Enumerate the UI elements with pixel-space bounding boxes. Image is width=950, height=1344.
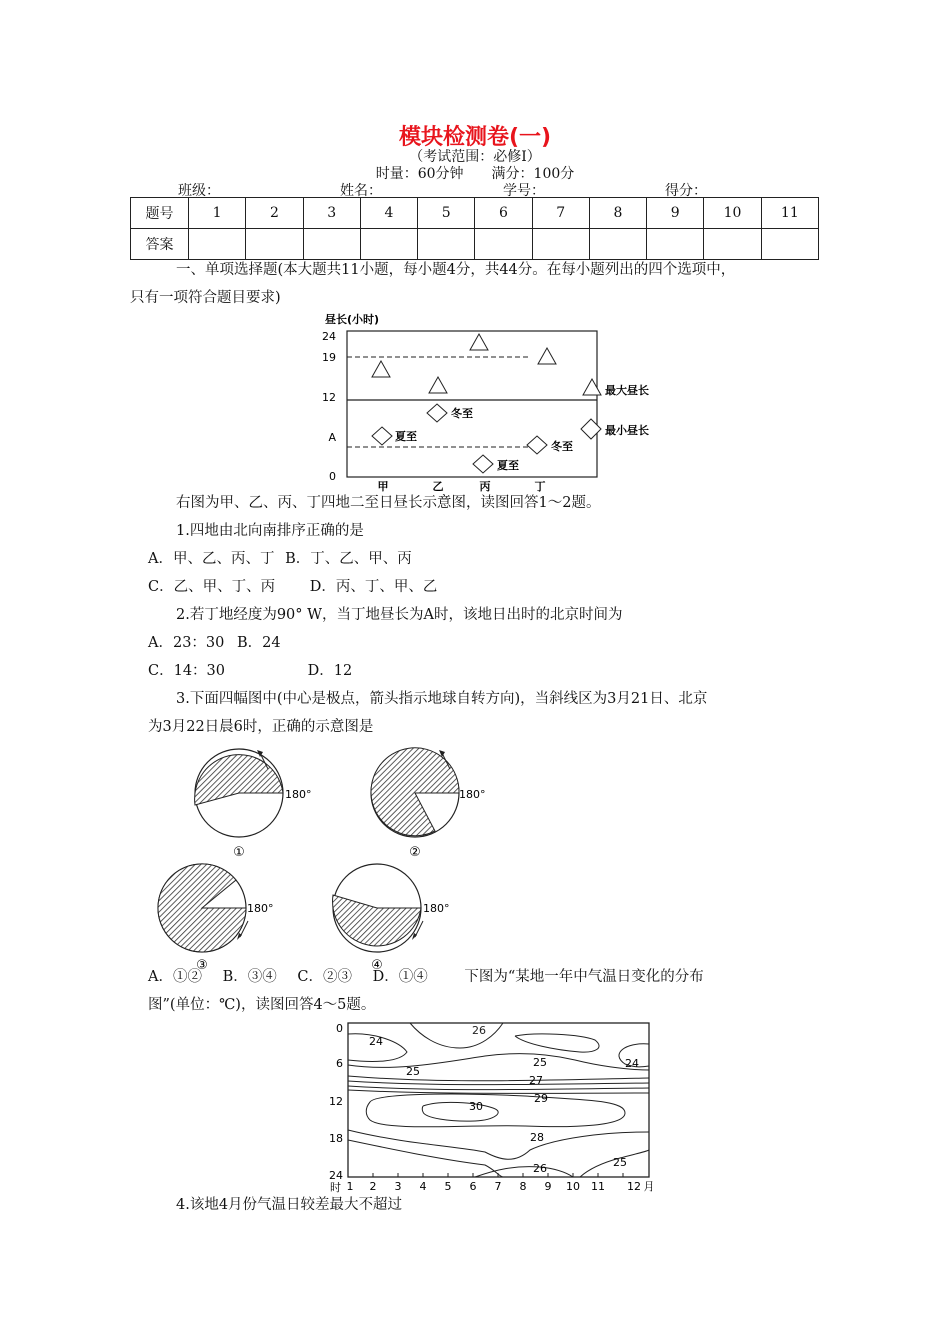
fig1-ytick: 12 [322, 391, 336, 404]
time-score-line: 时量：60分钟 满分：100分 [375, 166, 575, 182]
place-yi: 乙 [432, 480, 444, 492]
min-daylength-ding [527, 436, 547, 454]
q2-option-c[interactable]: C．14：30 [148, 663, 225, 679]
answer-cell[interactable] [418, 229, 475, 260]
y-tick: 18 [329, 1132, 343, 1145]
x-tick: 7 [494, 1180, 502, 1193]
contour-label: 24 [625, 1057, 639, 1070]
x-tick: 8 [519, 1180, 527, 1193]
name-label: 姓名： [340, 183, 382, 199]
q3-option-c[interactable]: C．②③ [297, 969, 352, 985]
temperature-isotherm-chart [325, 1020, 665, 1198]
polar-label-1: ① [233, 845, 245, 860]
answer-cell[interactable] [704, 229, 761, 260]
q-num-cell: 8 [589, 198, 646, 229]
q-num-cell: 3 [303, 198, 360, 229]
q-num-cell: 7 [532, 198, 589, 229]
answer-cell[interactable] [189, 229, 246, 260]
summer-solstice-label: 夏至 [395, 430, 417, 443]
contour-label: 25 [533, 1056, 547, 1069]
q-num-cell: 11 [761, 198, 818, 229]
section-1-instructions [130, 256, 820, 312]
legend-min-label: 最小昼长 [605, 424, 649, 437]
min-daylength-bing [473, 455, 493, 473]
q3-option-b[interactable]: B．③④ [222, 969, 277, 985]
q-num-cell: 2 [246, 198, 303, 229]
fig1-frame [347, 331, 597, 477]
fig2-frame [348, 1023, 649, 1177]
y-tick: 6 [336, 1057, 343, 1070]
q-num-cell: 4 [360, 198, 417, 229]
section-1-line-1: 一、单项选择题(本大题共11小题，每小题4分，共44分。在每小题列出的四个选项中， [176, 262, 736, 278]
polar-diagrams [150, 745, 510, 970]
question-number-label: 题号 [131, 198, 189, 229]
contour-label: 29 [534, 1092, 548, 1105]
contour-label: 25 [613, 1156, 627, 1169]
q-num-cell: 5 [418, 198, 475, 229]
x-tick: 11 [591, 1180, 605, 1193]
q3-option-a[interactable]: A．①② [148, 969, 202, 985]
section-1-line-2: 只有一项符合题目要求) [130, 290, 281, 306]
question-3-line-2: 为3月22日晨6时，正确的示意图是 [148, 719, 374, 735]
contour-label: 26 [533, 1162, 547, 1175]
page-title: 模块检测卷(一) [398, 125, 552, 150]
student-id-label: 学号： [503, 183, 545, 199]
q2-option-d[interactable]: D．12 [307, 663, 353, 679]
isotherms [348, 1023, 649, 1177]
contour-label: 24 [369, 1035, 383, 1048]
polar-diagram-2[interactable] [371, 748, 486, 860]
answer-cell[interactable] [761, 229, 818, 260]
score-label: 得分： [665, 183, 707, 199]
fig1-ytick: 19 [322, 351, 336, 364]
polar-180-label: 180° [247, 902, 274, 915]
q1-option-d[interactable]: D．丙、丁、甲、乙 [309, 579, 438, 595]
answer-table-header-row [131, 198, 819, 229]
polar-diagram-3[interactable] [158, 864, 274, 970]
contour-label: 30 [469, 1100, 483, 1113]
x-unit: 月 [643, 1180, 655, 1193]
min-daylength-yi [427, 404, 447, 422]
legend-min-icon [581, 419, 601, 439]
x-tick: 9 [544, 1180, 552, 1193]
answer-table-answer-row [131, 229, 819, 260]
q-num-cell: 9 [647, 198, 704, 229]
x-tick: 2 [369, 1180, 377, 1193]
fig1-ylabel: 昼长(小时) [325, 313, 380, 326]
question-1-options-row-1 [148, 545, 813, 573]
question-2-options-row-1 [148, 629, 813, 657]
q-num-cell: 1 [189, 198, 246, 229]
place-ding: 丁 [534, 480, 546, 492]
question-1 [148, 517, 813, 601]
student-info-row [130, 180, 820, 198]
answer-cell[interactable] [475, 229, 532, 260]
answer-label: 答案 [131, 229, 189, 260]
min-daylength-jia [372, 427, 392, 445]
winter-solstice-label: 冬至 [551, 440, 573, 453]
answer-cell[interactable] [647, 229, 704, 260]
answer-cell[interactable] [246, 229, 303, 260]
answer-cell[interactable] [589, 229, 646, 260]
exam-scope: （考试范围：必修Ⅰ） [409, 149, 541, 165]
x-tick: 3 [394, 1180, 402, 1193]
polar-label-4: ④ [371, 958, 383, 970]
y-tick: 0 [336, 1022, 343, 1035]
fig2-intro: 下图为“某地一年中气温日变化的分布 [464, 969, 704, 985]
q2-option-b[interactable]: B．24 [236, 635, 281, 651]
fig1-ytick: 0 [329, 470, 336, 483]
answer-cell[interactable] [360, 229, 417, 260]
max-daylength-yi [429, 377, 447, 393]
polar-180-label: 180° [459, 788, 486, 801]
class-label: 班级： [178, 183, 220, 199]
place-bing: 丙 [479, 480, 491, 492]
q1-option-c[interactable]: C．乙、甲、丁、丙 [148, 579, 276, 595]
contour-label: 28 [530, 1131, 544, 1144]
question-1-stem: 1.四地由北向南排序正确的是 [176, 523, 364, 539]
answer-table [130, 197, 819, 260]
question-3 [148, 685, 818, 741]
question-2 [148, 601, 813, 685]
polar-diagram-1[interactable] [195, 749, 312, 860]
x-tick: 6 [469, 1180, 477, 1193]
polar-diagram-4[interactable] [333, 864, 450, 970]
winter-solstice-label: 冬至 [451, 407, 473, 420]
q3-option-d[interactable]: D．①④ [372, 969, 428, 985]
fig1-ytick: A [328, 431, 336, 444]
answer-cell[interactable] [303, 229, 360, 260]
q1-option-b[interactable]: B．丁、乙、甲、丙 [285, 551, 412, 567]
question-3-line-1: 3.下面四幅图中(中心是极点，箭头指示地球自转方向)，当斜线区为3月21日、北京 [176, 691, 708, 707]
q1-option-a[interactable]: A．甲、乙、丙、丁 [148, 551, 275, 567]
x-tick: 10 [566, 1180, 580, 1193]
question-4-stem: 4.该地4月份气温日较差最大不超过 [176, 1197, 403, 1213]
max-daylength-bing [470, 334, 488, 350]
max-daylength-ding [538, 348, 556, 364]
summer-solstice-label: 夏至 [497, 459, 519, 472]
q2-option-a[interactable]: A．23：30 [148, 635, 225, 651]
day-length-diagram [320, 310, 670, 492]
place-jia: 甲 [377, 480, 389, 492]
question-2-stem: 2.若丁地经度为90° W，当丁地昼长为A时，该地日出时的北京时间为 [176, 607, 623, 623]
answer-cell[interactable] [532, 229, 589, 260]
x-tick: 4 [419, 1180, 427, 1193]
contour-label: 27 [529, 1074, 543, 1087]
y-unit: 时 [330, 1181, 341, 1194]
q-num-cell: 6 [475, 198, 532, 229]
fig1-caption: 右图为甲、乙、丙、丁四地二至日昼长示意图，读图回答1～2题。 [176, 495, 601, 511]
polar-180-label: 180° [423, 902, 450, 915]
x-tick: 12 [627, 1180, 641, 1193]
question-1-options-row-2 [148, 573, 813, 601]
legend-max-label: 最大昼长 [605, 384, 649, 397]
polar-180-label: 180° [285, 788, 312, 801]
polar-label-2: ② [409, 845, 421, 860]
y-tick: 12 [329, 1095, 343, 1108]
fig2-intro-line-2: 图”(单位：℃)，读图回答4～5题。 [148, 997, 376, 1013]
x-tick: 1 [346, 1180, 354, 1193]
polar-label-3: ③ [196, 958, 208, 970]
q3-options-row [148, 963, 818, 991]
question-3-options [148, 963, 818, 991]
max-daylength-jia [372, 361, 390, 377]
fig2-yticks [329, 1022, 343, 1194]
question-2-options-row-2 [148, 657, 813, 685]
x-tick: 5 [444, 1180, 452, 1193]
y-tick: 24 [329, 1169, 343, 1182]
contour-label: 25 [406, 1065, 420, 1078]
fig1-ytick: 24 [322, 330, 336, 343]
q-num-cell: 10 [704, 198, 761, 229]
contour-label: 26 [472, 1024, 486, 1037]
legend-max-icon [583, 379, 601, 395]
